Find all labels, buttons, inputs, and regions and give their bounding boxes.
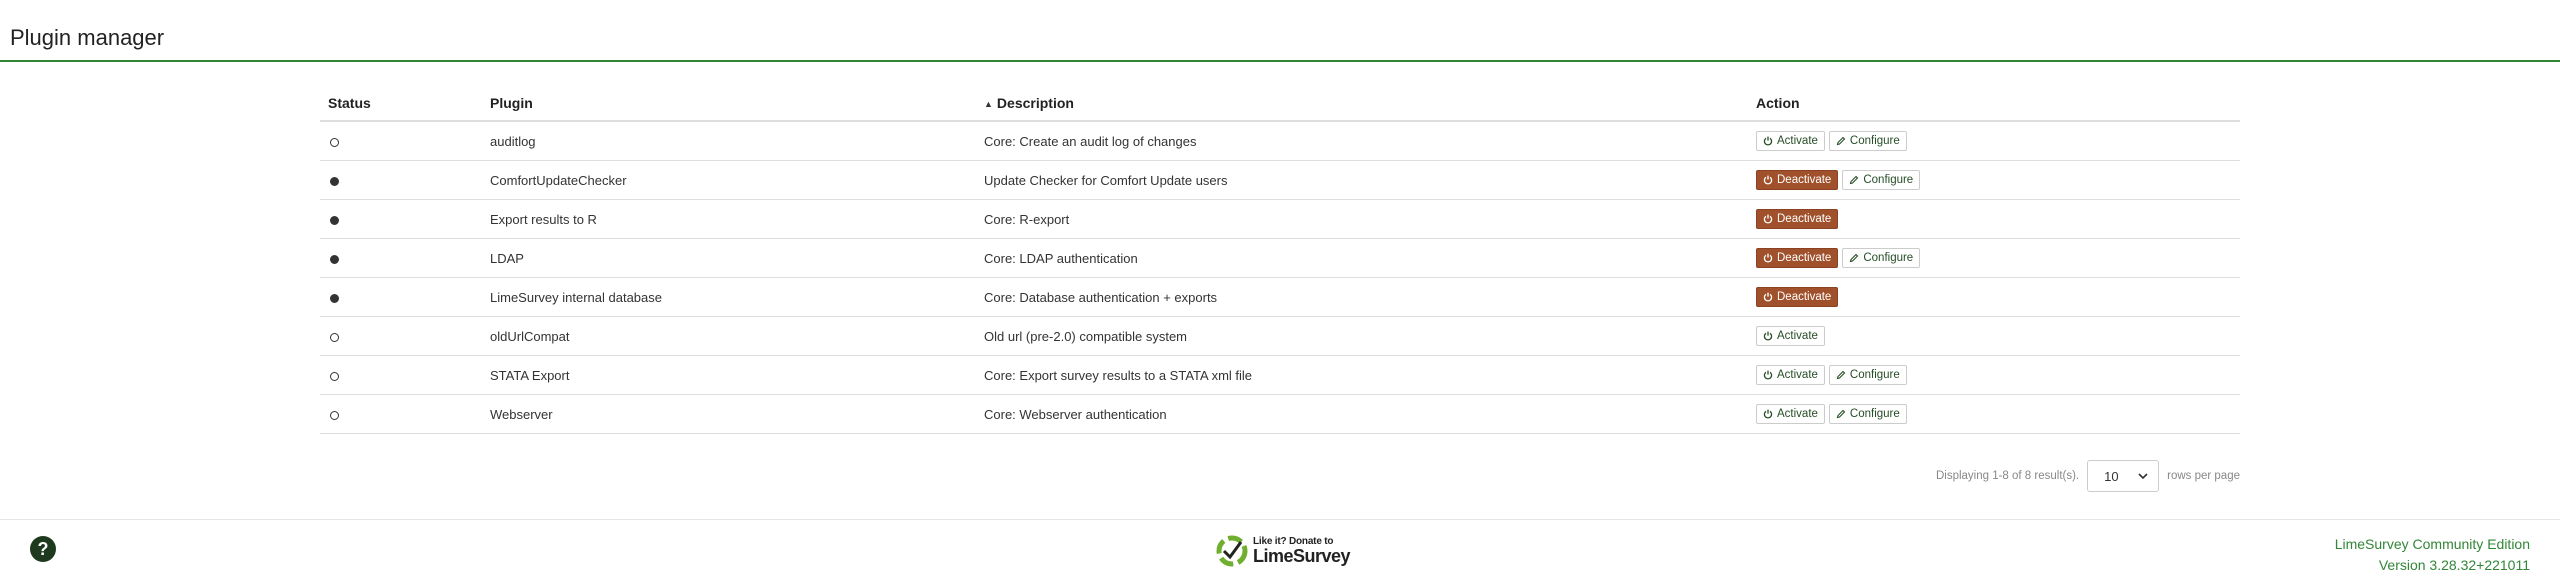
plugin-name: LDAP: [482, 239, 976, 278]
status-active-icon: [330, 255, 339, 264]
action-cell: [1748, 395, 2240, 434]
status-cell: [320, 239, 482, 278]
table-row: [320, 395, 2240, 434]
column-header-plugin[interactable]: Plugin: [482, 86, 976, 121]
plugin-table: [320, 86, 2240, 434]
plugin-name: auditlog: [482, 121, 976, 161]
column-header-action: Action: [1748, 86, 2240, 121]
plugin-table-container: [320, 86, 2240, 434]
donate-link[interactable]: [1215, 534, 1350, 568]
configure-button[interactable]: [1842, 170, 1920, 190]
table-row: [320, 200, 2240, 239]
plugin-name: STATA Export: [482, 356, 976, 395]
plugin-description: Core: Database authentication + exports: [976, 278, 1748, 317]
status-cell: [320, 395, 482, 434]
configure-button[interactable]: [1829, 131, 1907, 151]
table-row: [320, 317, 2240, 356]
activate-button-label: Activate: [1777, 135, 1818, 147]
action-cell: [1748, 317, 2240, 356]
table-row: [320, 356, 2240, 395]
plugin-name: Export results to R: [482, 200, 976, 239]
deactivate-button[interactable]: [1756, 287, 1838, 307]
power-icon: [1763, 136, 1773, 146]
deactivate-button[interactable]: [1756, 248, 1838, 268]
deactivate-button-label: Deactivate: [1777, 291, 1832, 303]
configure-button-label: Configure: [1863, 252, 1914, 264]
action-cell: [1748, 121, 2240, 161]
activate-button-label: Activate: [1777, 408, 1818, 420]
page-title: Plugin manager: [10, 25, 165, 50]
donate-brand: LimeSurvey: [1253, 546, 1351, 566]
status-inactive-icon: [330, 411, 339, 420]
plugin-description: Core: LDAP authentication: [976, 239, 1748, 278]
status-active-icon: [330, 216, 339, 225]
deactivate-button-label: Deactivate: [1777, 174, 1832, 186]
table-header-row: [320, 86, 2240, 121]
plugin-name: Webserver: [482, 395, 976, 434]
status-active-icon: [330, 177, 339, 186]
deactivate-button[interactable]: [1756, 170, 1838, 190]
status-active-icon: [330, 294, 339, 303]
activate-button[interactable]: [1756, 131, 1825, 151]
plugin-description: Update Checker for Comfort Update users: [976, 161, 1748, 200]
plugin-description: Old url (pre-2.0) compatible system: [976, 317, 1748, 356]
configure-button-label: Configure: [1849, 369, 1900, 381]
donate-text: Like it? Donate to: [1253, 536, 1334, 547]
table-row: [320, 161, 2240, 200]
power-icon: [1763, 409, 1773, 419]
table-row: [320, 239, 2240, 278]
deactivate-button[interactable]: [1756, 209, 1838, 229]
power-icon: [1763, 253, 1773, 263]
activate-button-label: Activate: [1777, 330, 1818, 342]
action-cell: [1748, 239, 2240, 278]
status-cell: [320, 121, 482, 161]
plugin-description: Core: R-export: [976, 200, 1748, 239]
power-icon: [1763, 214, 1773, 224]
pencil-icon: [1849, 253, 1859, 263]
status-cell: [320, 278, 482, 317]
edition-info[interactable]: [2335, 534, 2530, 576]
plugin-name: LimeSurvey internal database: [482, 278, 976, 317]
status-inactive-icon: [330, 333, 339, 342]
status-inactive-icon: [330, 372, 339, 381]
action-cell: [1748, 356, 2240, 395]
activate-button-label: Activate: [1777, 369, 1818, 381]
table-row: [320, 121, 2240, 161]
configure-button[interactable]: [1829, 404, 1907, 424]
configure-button-label: Configure: [1849, 135, 1900, 147]
action-cell: [1748, 278, 2240, 317]
configure-button[interactable]: [1842, 248, 1920, 268]
version-text[interactable]: Version 3.28.32+221011: [2378, 557, 2530, 573]
status-inactive-icon: [330, 138, 339, 147]
status-cell: [320, 356, 482, 395]
plugin-table-body: [320, 121, 2240, 434]
pager: [1936, 460, 2240, 492]
column-header-description-label: Description: [996, 95, 1074, 111]
results-summary: Displaying 1-8 of 8 result(s).: [1935, 470, 2080, 482]
power-icon: [1763, 175, 1773, 185]
plugin-description: Core: Webserver authentication: [976, 395, 1748, 434]
activate-button[interactable]: [1756, 326, 1825, 346]
configure-button[interactable]: [1829, 365, 1907, 385]
column-header-description[interactable]: [976, 86, 1748, 121]
plugin-description: Core: Create an audit log of changes: [976, 121, 1748, 161]
activate-button[interactable]: [1756, 404, 1825, 424]
plugin-description: Core: Export survey results to a STATA xml file: [976, 356, 1748, 395]
configure-button-label: Configure: [1863, 174, 1914, 186]
configure-button-label: Configure: [1849, 408, 1900, 420]
table-row: [320, 278, 2240, 317]
power-icon: [1763, 331, 1773, 341]
deactivate-button-label: Deactivate: [1777, 252, 1832, 264]
edition-name[interactable]: LimeSurvey Community Edition: [2334, 536, 2530, 552]
sort-ascending-icon: ▲: [984, 99, 993, 109]
pencil-icon: [1836, 136, 1846, 146]
plugin-name: ComfortUpdateChecker: [482, 161, 976, 200]
activate-button[interactable]: [1756, 365, 1825, 385]
action-cell: [1748, 200, 2240, 239]
page-footer: [0, 519, 2560, 580]
status-cell: [320, 200, 482, 239]
pencil-icon: [1836, 409, 1846, 419]
pencil-icon: [1849, 175, 1859, 185]
power-icon: [1763, 370, 1773, 380]
plugin-name: oldUrlCompat: [482, 317, 976, 356]
deactivate-button-label: Deactivate: [1777, 213, 1832, 225]
limesurvey-logo-icon: [1215, 534, 1249, 568]
column-header-status[interactable]: Status: [320, 86, 482, 121]
status-cell: [320, 317, 482, 356]
page-header: [0, 0, 2560, 62]
help-icon[interactable]: ?: [30, 536, 56, 562]
rows-per-page-value: 10: [2104, 468, 2119, 484]
pencil-icon: [1836, 370, 1846, 380]
chevron-down-icon: [2138, 473, 2148, 480]
action-cell: [1748, 161, 2240, 200]
status-cell: [320, 161, 482, 200]
rows-per-page-label: rows per page: [2167, 470, 2240, 482]
power-icon: [1763, 292, 1773, 302]
rows-per-page-select[interactable]: [2087, 460, 2159, 492]
